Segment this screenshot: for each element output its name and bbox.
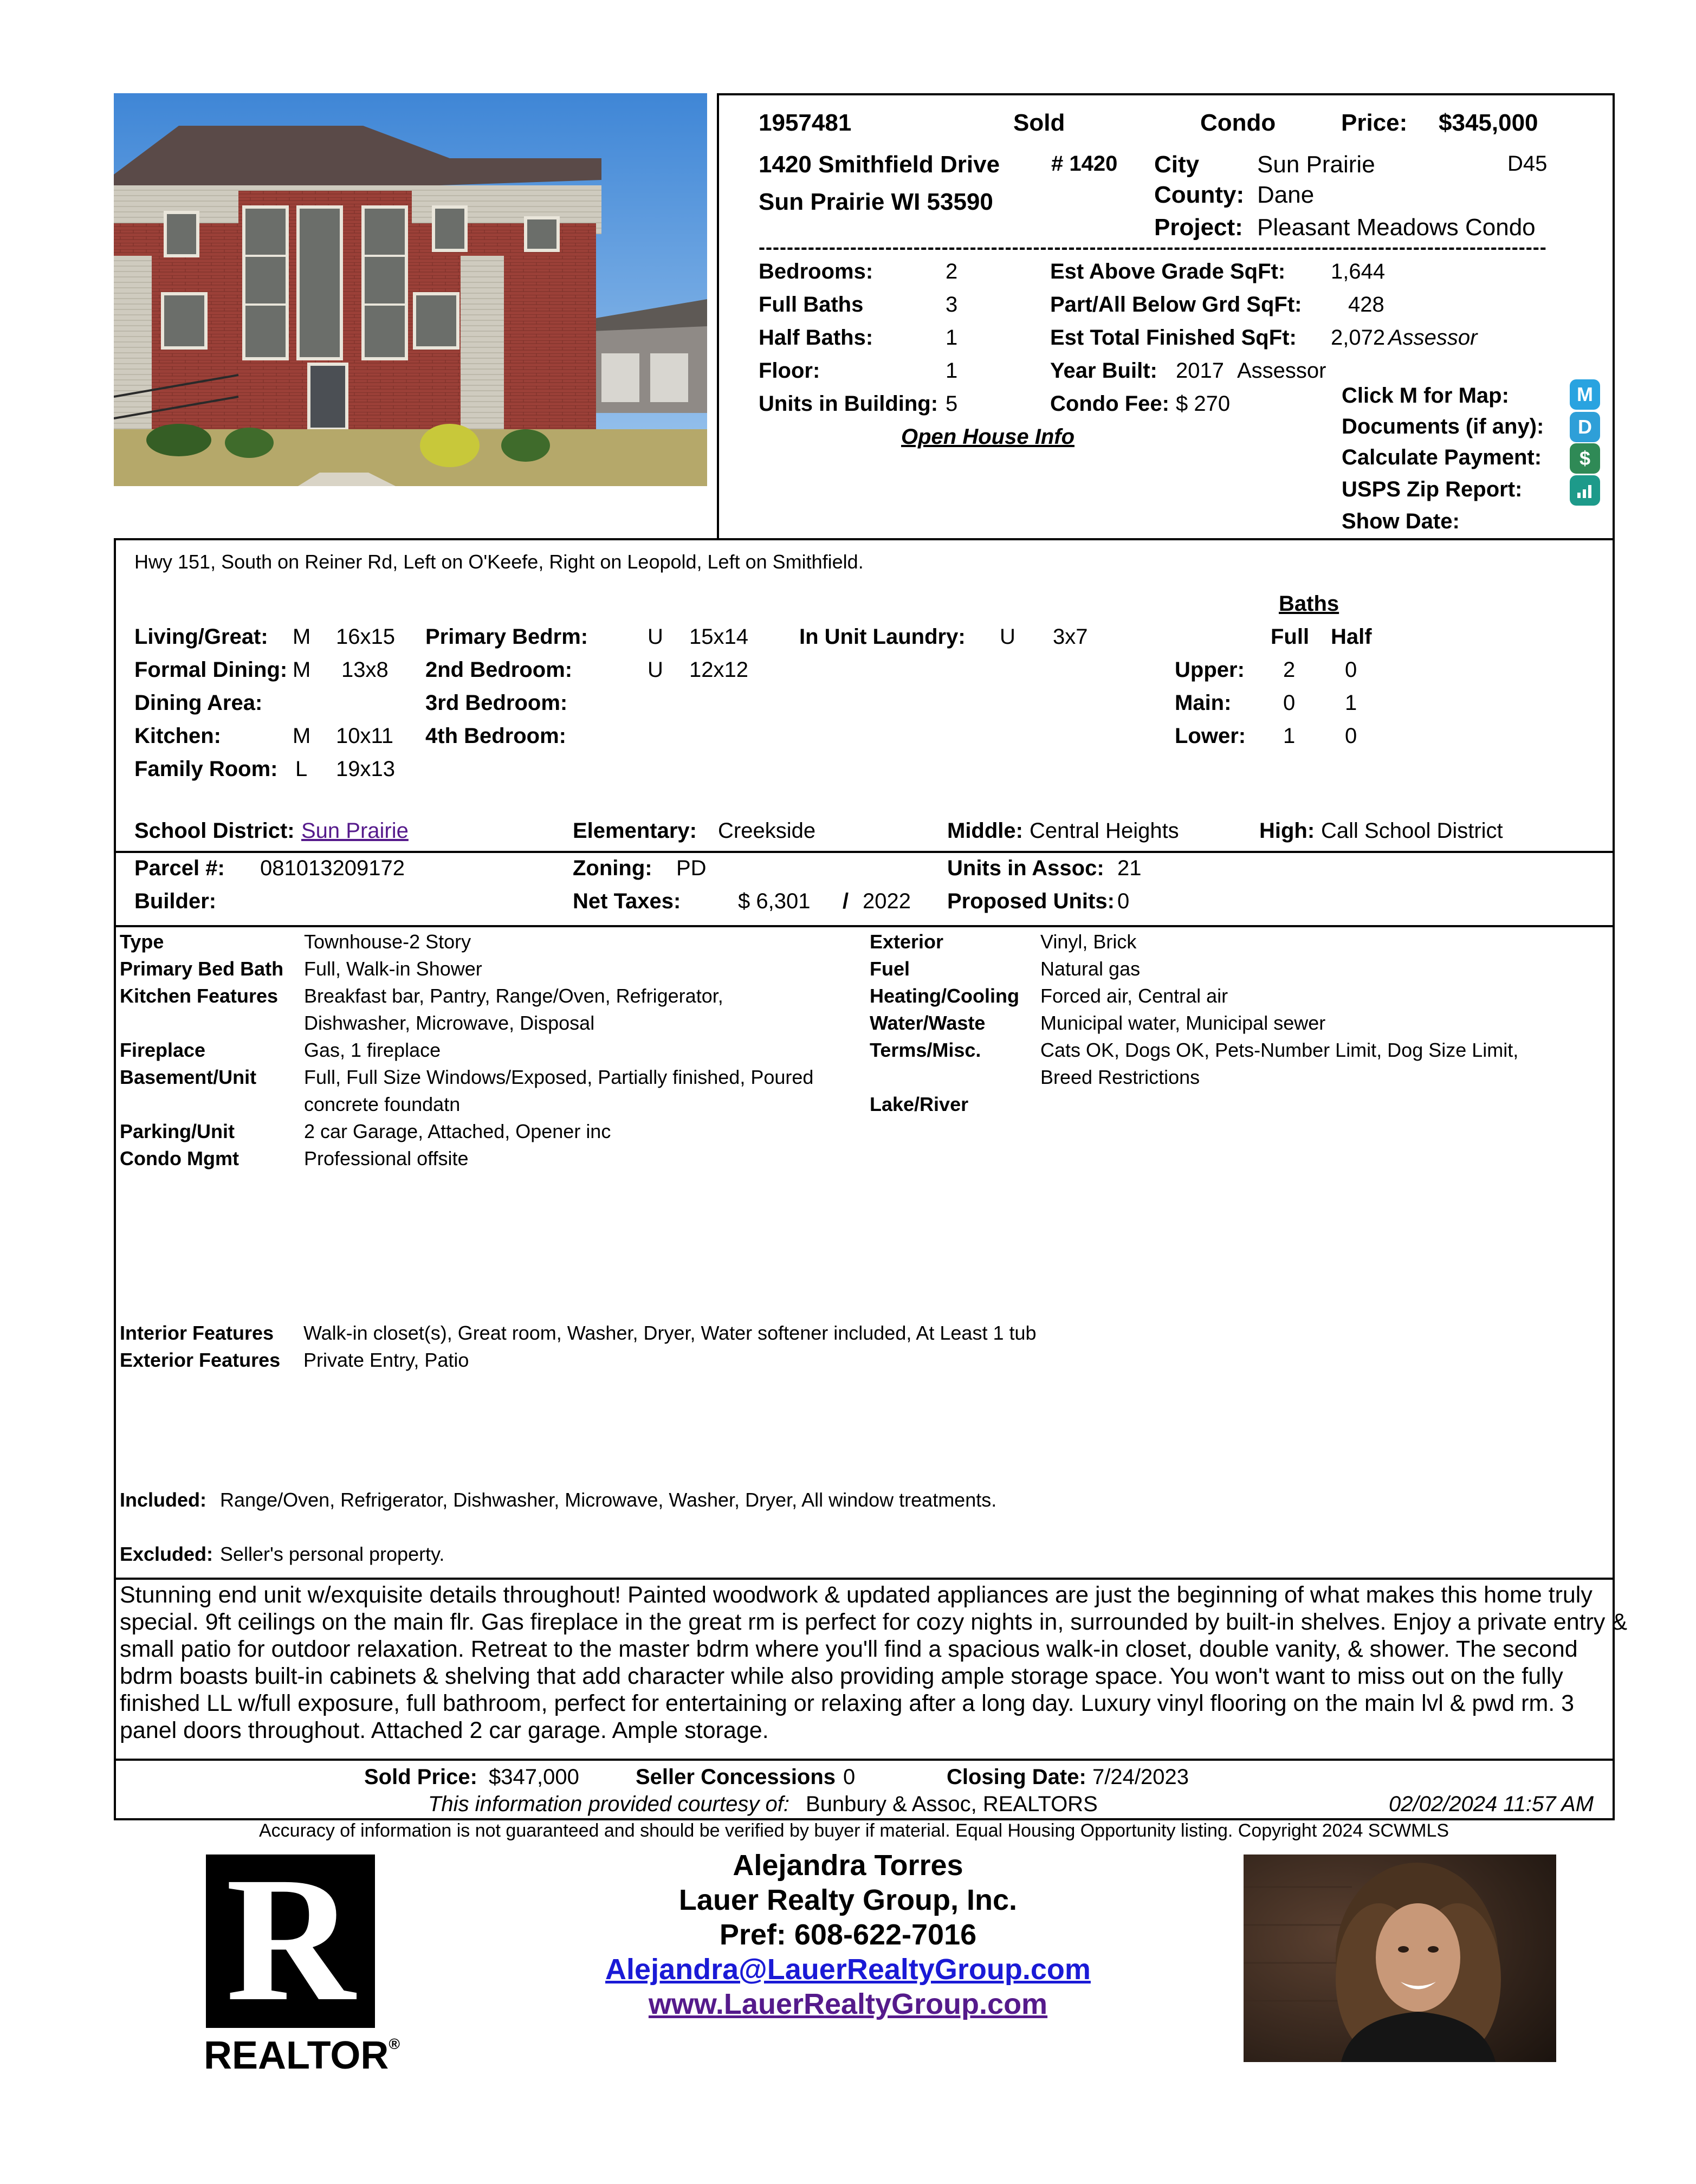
upper-half-baths: 0: [1345, 658, 1357, 682]
included-label: Included:: [120, 1489, 206, 1511]
property-type: Condo: [1200, 109, 1276, 136]
feature-row: [120, 955, 862, 983]
feature-value-line: Forced air, Central air: [1040, 985, 1228, 1007]
baths-full-header: Full: [1271, 625, 1310, 649]
below-grade-label: Part/All Below Grd SqFt:: [1050, 293, 1302, 316]
elementary-value: Creekside: [718, 819, 816, 843]
feature-value-line: Municipal water, Municipal sewer: [1040, 1012, 1326, 1034]
feature-label: Heating/Cooling: [870, 985, 1019, 1007]
floor-value: 1: [946, 359, 958, 383]
property-photo: [114, 93, 707, 486]
feature-value-line: Cats OK, Dogs OK, Pets-Number Limit, Dog Size Limit,: [1040, 1039, 1519, 1061]
kitchen-level: M: [293, 724, 311, 748]
bedrooms-label: Bedrooms:: [759, 260, 873, 283]
units-assoc-label: Units in Assoc:: [947, 856, 1104, 880]
feature-row: [120, 1145, 862, 1172]
fourth-bedroom-label: 4th Bedroom:: [425, 724, 566, 748]
feature-value: [304, 1037, 441, 1064]
kitchen-size: 10x11: [336, 724, 394, 748]
feature-value-line: Gas, 1 fireplace: [304, 1039, 441, 1061]
laundry-level: U: [1000, 625, 1015, 649]
seller-concessions-value: 0: [843, 1765, 856, 1789]
calculate-payment-label: Calculate Payment:: [1342, 445, 1542, 469]
feature-value-line: Dishwasher, Microwave, Disposal: [304, 1012, 595, 1034]
feature-value-line: Breakfast bar, Pantry, Range/Oven, Refrigerator,: [304, 985, 723, 1007]
main-baths-label: Main:: [1175, 691, 1232, 715]
school-district-label: School District:: [134, 819, 295, 843]
upper-full-baths: 2: [1283, 658, 1296, 682]
tax-separator: /: [843, 889, 849, 913]
net-taxes-label: Net Taxes:: [573, 889, 681, 913]
realtor-logo: [204, 1840, 400, 2082]
feature-label: Exterior: [870, 931, 944, 953]
baths-table-title: Baths: [1279, 592, 1339, 616]
courtesy-label: This information provided courtesy of:: [428, 1792, 789, 1816]
middle-school-label: Middle:: [947, 819, 1023, 843]
second-bedroom-level: U: [648, 658, 663, 682]
feature-value-line: Full, Walk-in Shower: [304, 958, 482, 980]
agent-name: Alejandra Torres: [733, 1849, 963, 1882]
laundry-label: In Unit Laundry:: [799, 625, 966, 649]
feature-row: [870, 1037, 1612, 1091]
list-price: $345,000: [1439, 109, 1538, 136]
remarks-line: panel doors throughout. Attached 2 car garage. Ample storage.: [120, 1717, 769, 1743]
feature-value-line: 2 car Garage, Attached, Opener inc: [304, 1120, 611, 1142]
city-label: City: [1154, 151, 1200, 178]
feature-value-line: Full, Full Size Windows/Exposed, Partially finished, Poured: [304, 1066, 814, 1088]
elementary-label: Elementary:: [573, 819, 697, 843]
county-label: County:: [1154, 182, 1245, 208]
half-baths-label: Half Baths:: [759, 326, 873, 350]
middle-school-value: Central Heights: [1030, 819, 1179, 843]
feature-value-line: concrete foundatn: [304, 1093, 461, 1115]
condo-fee-label: Condo Fee:: [1050, 392, 1169, 416]
feature-row: [120, 1064, 862, 1118]
living-level: M: [293, 625, 311, 649]
feature-row: [870, 928, 1612, 955]
project-value: Pleasant Meadows Condo: [1257, 214, 1536, 241]
agent-photo: [1244, 1855, 1556, 2062]
primary-bedroom-level: U: [648, 625, 663, 649]
disclaimer: Accuracy of information is not guaranteed and should be verified by buyer if material. Equal Housing Opportunity listing. Copyright 2024 SCWMLS: [259, 1820, 1449, 1841]
excluded-label: Excluded:: [120, 1543, 213, 1565]
units-label: Units in Building:: [759, 392, 938, 416]
feature-value: [1040, 955, 1140, 983]
main-full-baths: 0: [1283, 691, 1296, 715]
remarks-line: bdrm boasts built-in cabinets & shelving that add character while also providing ample storage space. You won't want to miss out on the fully: [120, 1663, 1563, 1689]
feature-value-line: Townhouse-2 Story: [304, 931, 471, 953]
feature-label: Terms/Misc.: [870, 1039, 981, 1061]
feature-label: Kitchen Features: [120, 985, 279, 1007]
agent-phone: Pref: 608-622-7016: [719, 1918, 977, 1951]
open-house-link[interactable]: Open House Info: [901, 425, 1074, 449]
year-built-value: 2017: [1176, 359, 1224, 383]
feature-label: Lake/River: [870, 1093, 969, 1115]
above-grade-value: 1,644: [1331, 260, 1386, 283]
agent-email-link[interactable]: Alejandra@LauerRealtyGroup.com: [605, 1953, 1091, 1986]
header-divider: ----------------------------------------------------------------------------------------------------------------: [759, 236, 1547, 258]
remarks-line: finished LL w/full exposure, full bathroom, perfect for entertaining or relaxing after a long day. Luxury vinyl flooring on the main lvl & pwd rm. 3: [120, 1690, 1575, 1716]
unit-number: # 1420: [1051, 152, 1118, 176]
living-label: Living/Great:: [134, 625, 268, 649]
feature-value-line: Vinyl, Brick: [1040, 931, 1137, 953]
exterior-features-label: Exterior Features: [120, 1349, 281, 1371]
street-address: 1420 Smithfield Drive: [759, 151, 1000, 178]
feature-value: [304, 983, 723, 1037]
primary-bedroom-size: 15x14: [689, 625, 748, 649]
county-value: Dane: [1257, 182, 1315, 208]
feature-row: [870, 983, 1612, 1010]
feature-label: Type: [120, 931, 164, 953]
feature-value: [1040, 983, 1228, 1010]
full-baths-value: 3: [946, 293, 958, 316]
units-assoc-value: 21: [1117, 856, 1142, 880]
listing-status: Sold: [1013, 109, 1065, 136]
family-room-label: Family Room:: [134, 757, 278, 781]
schools-divider: [114, 851, 1615, 853]
feature-value: [304, 928, 471, 955]
condo-fee-value: $ 270: [1176, 392, 1231, 416]
feature-value: [1040, 1037, 1518, 1091]
bar-chart-icon[interactable]: [1570, 475, 1600, 506]
feature-value: [304, 1064, 813, 1118]
feature-label: Parking/Unit: [120, 1120, 235, 1142]
above-grade-label: Est Above Grade SqFt:: [1050, 260, 1286, 283]
map-link-label: Click M for Map:: [1342, 384, 1509, 408]
formal-dining-level: M: [293, 658, 311, 682]
feature-value-line: Natural gas: [1040, 958, 1141, 980]
feature-label: Condo Mgmt: [120, 1147, 239, 1169]
feature-label: Basement/Unit: [120, 1066, 257, 1088]
feature-value: [304, 1118, 611, 1145]
year-built-source: Assessor: [1237, 359, 1326, 383]
feature-row: [120, 928, 862, 955]
features-left-column: [120, 928, 862, 1172]
living-size: 16x15: [336, 625, 395, 649]
laundry-size: 3x7: [1053, 625, 1088, 649]
excluded-value: Seller's personal property.: [220, 1543, 445, 1565]
feature-value: [304, 1145, 469, 1172]
feature-label: Fuel: [870, 958, 910, 980]
feature-row: [870, 1091, 1612, 1118]
features-right-column: [870, 928, 1612, 1118]
high-school-value: Call School District: [1321, 819, 1503, 843]
feature-value: [1040, 1010, 1325, 1037]
tax-year: 2022: [863, 889, 911, 913]
sold-price-label: Sold Price:: [364, 1765, 477, 1789]
below-grade-value: 428: [1348, 293, 1384, 316]
directions: Hwy 151, South on Reiner Rd, Left on O'Keefe, Right on Leopold, Left on Smithfield.: [134, 551, 864, 573]
dining-area-label: Dining Area:: [134, 691, 263, 715]
lower-full-baths: 1: [1283, 724, 1296, 748]
second-bedroom-label: 2nd Bedroom:: [425, 658, 573, 682]
public-remarks: [120, 1581, 1628, 1744]
second-bedroom-size: 12x12: [689, 658, 748, 682]
feature-row: [120, 1118, 862, 1145]
usps-report-label: USPS Zip Report:: [1342, 477, 1523, 501]
realtor-logo-letter: R: [225, 1840, 355, 2038]
lower-baths-label: Lower:: [1175, 724, 1246, 748]
closing-date-label: Closing Date:: [947, 1765, 1086, 1789]
feature-value-line: Breed Restrictions: [1040, 1066, 1200, 1088]
interior-features-label: Interior Features: [120, 1322, 274, 1344]
feature-row: [120, 983, 862, 1037]
total-sqft-source: Assessor: [1388, 326, 1478, 350]
price-label: Price:: [1341, 109, 1408, 136]
realtor-logo-word: REALTOR: [204, 2034, 389, 2077]
agent-contact: [542, 1848, 1154, 2021]
feature-row: [870, 955, 1612, 983]
seller-concessions-label: Seller Concessions: [636, 1765, 836, 1789]
agent-website-link[interactable]: www.LauerRealtyGroup.com: [648, 1988, 1048, 2020]
documents-icon[interactable]: D: [1570, 412, 1600, 442]
floor-label: Floor:: [759, 359, 820, 383]
bedrooms-value: 2: [946, 260, 958, 283]
feature-value-line: Professional offsite: [304, 1147, 469, 1169]
feature-row: [120, 1037, 862, 1064]
school-district-link[interactable]: Sun Prairie: [301, 819, 409, 843]
builder-label: Builder:: [134, 889, 217, 913]
courtesy-value: Bunbury & Assoc, REALTORS: [806, 1792, 1098, 1816]
feature-value: [304, 955, 482, 983]
registered-mark: ®: [389, 2036, 400, 2052]
remarks-line: special. 9ft ceilings on the main flr. Gas fireplace in the great rm is perfect for cozy nights in, surrounded by built-in shelves. Enjoy a private entry &: [120, 1609, 1628, 1635]
year-built-label: Year Built:: [1050, 359, 1157, 383]
proposed-units-label: Proposed Units:: [947, 889, 1115, 913]
main-half-baths: 1: [1345, 691, 1357, 715]
feature-label: Water/Waste: [870, 1012, 986, 1034]
included-value: Range/Oven, Refrigerator, Dishwasher, Microwave, Washer, Dryer, All window treatments.: [220, 1489, 997, 1511]
full-baths-label: Full Baths: [759, 293, 864, 316]
kitchen-label: Kitchen:: [134, 724, 221, 748]
show-date-label: Show Date:: [1342, 509, 1460, 533]
feature-label: Primary Bed Bath: [120, 958, 284, 980]
feature-value: [1040, 928, 1136, 955]
calculator-icon[interactable]: $: [1570, 443, 1600, 474]
high-school-label: High:: [1259, 819, 1315, 843]
proposed-units-value: 0: [1117, 889, 1130, 913]
primary-bedroom-label: Primary Bedrm:: [425, 625, 588, 649]
exterior-features-value: Private Entry, Patio: [303, 1349, 469, 1371]
total-sqft-label: Est Total Finished SqFt:: [1050, 326, 1297, 350]
agent-company: Lauer Realty Group, Inc.: [678, 1884, 1018, 1916]
interior-features-value: Walk-in closet(s), Great room, Washer, Dryer, Water softener included, At Least 1 tub: [303, 1322, 1037, 1344]
documents-label: Documents (if any):: [1342, 415, 1544, 438]
remarks-line: small patio for outdoor relaxation. Retreat to the master bdrm where you'll find a spacious walk-in closet, double vanity, & shower. The second: [120, 1636, 1578, 1662]
zoning-value: PD: [676, 856, 707, 880]
sold-price-value: $347,000: [489, 1765, 579, 1789]
feature-row: [870, 1010, 1612, 1037]
third-bedroom-label: 3rd Bedroom:: [425, 691, 568, 715]
family-room-size: 19x13: [336, 757, 395, 781]
family-room-level: L: [295, 757, 308, 781]
formal-dining-label: Formal Dining:: [134, 658, 288, 682]
printed-timestamp: 02/02/2024 11:57 AM: [1389, 1792, 1594, 1816]
city-value: Sun Prairie: [1257, 151, 1375, 178]
half-baths-value: 1: [946, 326, 958, 350]
closing-date-value: 7/24/2023: [1092, 1765, 1189, 1789]
units-value: 5: [946, 392, 958, 416]
city-state-zip: Sun Prairie WI 53590: [759, 189, 993, 215]
lower-half-baths: 0: [1345, 724, 1357, 748]
net-taxes-value: $ 6,301: [738, 889, 811, 913]
parcel-label: Parcel #:: [134, 856, 225, 880]
remarks-line: Stunning end unit w/exquisite details throughout! Painted woodwork & updated appliances are just the beginning of what makes this home truly: [120, 1582, 1593, 1608]
baths-half-header: Half: [1331, 625, 1372, 649]
parcel-value: 081013209172: [260, 856, 405, 880]
area-code: D45: [1507, 152, 1548, 176]
map-icon[interactable]: M: [1570, 379, 1600, 410]
total-sqft-value: 2,072: [1331, 326, 1386, 350]
feature-label: Fireplace: [120, 1039, 206, 1061]
mls-number: 1957481: [759, 109, 852, 136]
zoning-label: Zoning:: [573, 856, 652, 880]
formal-dining-size: 13x8: [341, 658, 389, 682]
upper-baths-label: Upper:: [1175, 658, 1245, 682]
project-label: Project:: [1154, 214, 1243, 241]
